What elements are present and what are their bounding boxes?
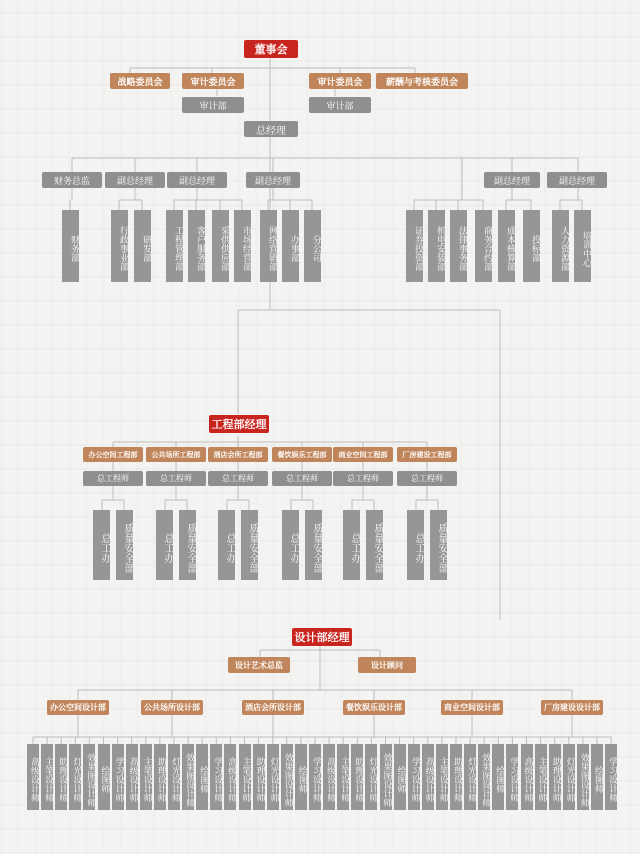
chief-engineer-office-box: 总工办 [218, 510, 235, 580]
engineering-division-box: 餐饮娱乐工程部 [272, 447, 332, 462]
design-head-box: 设计部经理 [292, 628, 352, 646]
designer-role-box: 绘图师 [492, 744, 504, 810]
designer-role-box: 主笔设计师 [239, 744, 251, 810]
designer-role-box: 效果图设计师 [83, 744, 95, 810]
designer-role-box: 主笔设计师 [337, 744, 349, 810]
engineering-division-box: 酒店会所工程部 [208, 447, 268, 462]
engineering-head-box: 工程部经理 [209, 415, 269, 433]
department-box: 投标部 [523, 210, 540, 282]
committee-box: 战略委员会 [110, 73, 170, 89]
designer-role-box: 绘图师 [196, 744, 208, 810]
designer-role-box: 学习设计师 [309, 744, 321, 810]
department-box: 采供供应部 [212, 210, 229, 282]
designer-role-box: 效果图设计师 [281, 744, 293, 810]
department-box: 商务合约部 [475, 210, 492, 282]
deputy-gm-box: 副总经理 [167, 172, 227, 188]
department-box: 研发部 [134, 210, 151, 282]
designer-role-box: 助理设计师 [253, 744, 265, 810]
chief-engineer-box: 总工程师 [208, 471, 268, 486]
designer-role-box: 效果图设计师 [577, 744, 589, 810]
chief-engineer-box: 总工程师 [83, 471, 143, 486]
designer-role-box: 学习设计师 [408, 744, 420, 810]
design-consultant-box: 设计顾问 [358, 657, 416, 673]
chief-engineer-office-box: 总工办 [93, 510, 110, 580]
department-box: 网络营销部 [260, 210, 277, 282]
quality-safety-box: 质量安全部 [116, 510, 133, 580]
deputy-gm-box: 副总经理 [105, 172, 165, 188]
designer-role-box: 主笔设计师 [140, 744, 152, 810]
committee-box: 审计委员会 [309, 73, 371, 89]
quality-safety-box: 质量安全部 [430, 510, 447, 580]
chief-engineer-office-box: 总工办 [156, 510, 173, 580]
designer-role-box: 灯光设计师 [267, 744, 279, 810]
quality-safety-box: 质量安全部 [179, 510, 196, 580]
designer-role-box: 主笔设计师 [535, 744, 547, 810]
design-division-box: 办公空间设计部 [47, 700, 109, 715]
design-division-box: 厂房建设设计部 [541, 700, 603, 715]
design-division-box: 公共场所设计部 [141, 700, 203, 715]
chief-engineer-box: 总工程师 [397, 471, 457, 486]
designer-role-box: 助理设计师 [450, 744, 462, 810]
designer-role-box: 学习设计师 [112, 744, 124, 810]
designer-role-box: 绘图师 [394, 744, 406, 810]
engineering-division-box: 办公空间工程部 [83, 447, 143, 462]
designer-role-box: 主笔设计师 [436, 744, 448, 810]
designer-role-box: 助理设计师 [351, 744, 363, 810]
department-box: 工程管理部 [166, 210, 183, 282]
art-director-box: 设计艺术总监 [228, 657, 290, 673]
department-box: 证券投资部 [406, 210, 423, 282]
chief-engineer-office-box: 总工办 [343, 510, 360, 580]
department-box: 培训中心 [574, 210, 591, 282]
designer-role-box: 高级设计师 [521, 744, 533, 810]
quality-safety-box: 质量安全部 [241, 510, 258, 580]
deputy-gm-box: 副总经理 [484, 172, 540, 188]
designer-role-box: 助理设计师 [549, 744, 561, 810]
designer-role-box: 高级设计师 [224, 744, 236, 810]
designer-role-box: 灯光设计师 [168, 744, 180, 810]
department-box: 成本核算部 [498, 210, 515, 282]
chief-engineer-office-box: 总工办 [407, 510, 424, 580]
designer-role-box: 灯光设计师 [69, 744, 81, 810]
audit-dept-box: 审计部 [309, 97, 371, 113]
engineering-division-box: 公共场所工程部 [146, 447, 206, 462]
chief-engineer-box: 总工程师 [333, 471, 393, 486]
engineering-division-box: 商业空间工程部 [333, 447, 393, 462]
designer-role-box: 学习设计师 [506, 744, 518, 810]
designer-role-box: 绘图师 [295, 744, 307, 810]
designer-role-box: 学习设计师 [605, 744, 617, 810]
audit-dept-box: 审计部 [182, 97, 244, 113]
designer-role-box: 灯光设计师 [563, 744, 575, 810]
designer-role-box: 学习设计师 [210, 744, 222, 810]
department-box: 办事部 [282, 210, 299, 282]
quality-safety-box: 质量安全部 [366, 510, 383, 580]
finance-director-box: 财务总监 [42, 172, 102, 188]
department-box: 分公司 [304, 210, 321, 282]
designer-role-box: 效果图设计师 [182, 744, 194, 810]
committee-box: 审计委员会 [182, 73, 244, 89]
department-box: 机电安装部 [428, 210, 445, 282]
general-manager-box: 总经理 [244, 121, 298, 137]
department-box: 市场经营部 [234, 210, 251, 282]
design-division-box: 酒店会所设计部 [242, 700, 304, 715]
designer-role-box: 高级设计师 [323, 744, 335, 810]
designer-role-box: 主笔设计师 [41, 744, 53, 810]
chief-engineer-office-box: 总工办 [282, 510, 299, 580]
department-box: 法律事务部 [450, 210, 467, 282]
designer-role-box: 灯光设计师 [365, 744, 377, 810]
designer-role-box: 高级设计师 [422, 744, 434, 810]
designer-role-box: 效果图设计师 [380, 744, 392, 810]
board-box: 董事会 [244, 40, 298, 58]
committee-box: 薪酬与考核委员会 [376, 73, 468, 89]
designer-role-box: 助理设计师 [154, 744, 166, 810]
design-division-box: 餐饮娱乐设计部 [343, 700, 405, 715]
engineering-division-box: 厂房建设工程部 [397, 447, 457, 462]
chief-engineer-box: 总工程师 [146, 471, 206, 486]
department-box: 财务部 [62, 210, 79, 282]
department-box: 客户服务部 [188, 210, 205, 282]
deputy-gm-box: 副总经理 [246, 172, 300, 188]
department-box: 行政事业部 [111, 210, 128, 282]
design-division-box: 商业空间设计部 [441, 700, 503, 715]
deputy-gm-box: 副总经理 [547, 172, 607, 188]
department-box: 人力资源部 [552, 210, 569, 282]
designer-role-box: 绘图师 [98, 744, 110, 810]
designer-role-box: 高级设计师 [126, 744, 138, 810]
designer-role-box: 效果图设计师 [478, 744, 490, 810]
chief-engineer-box: 总工程师 [272, 471, 332, 486]
designer-role-box: 高级设计师 [27, 744, 39, 810]
designer-role-box: 绘图师 [591, 744, 603, 810]
designer-role-box: 灯光设计师 [464, 744, 476, 810]
designer-role-box: 助理设计师 [55, 744, 67, 810]
quality-safety-box: 质量安全部 [305, 510, 322, 580]
